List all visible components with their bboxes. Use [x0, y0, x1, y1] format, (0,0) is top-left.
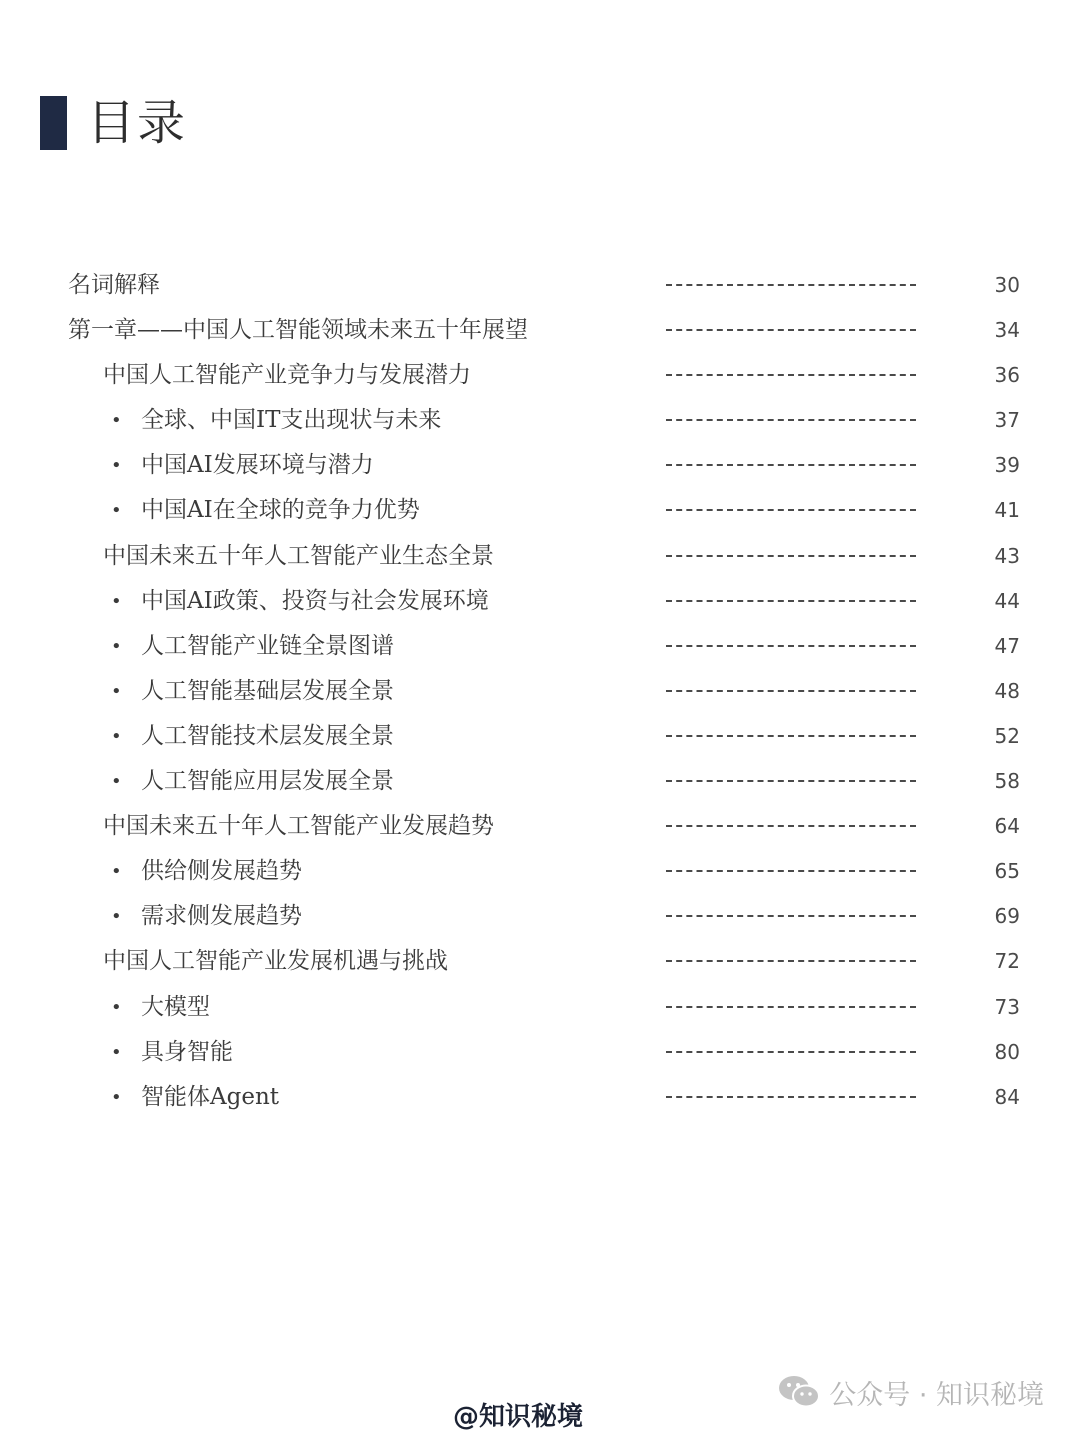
toc-entry-label: 中国AI发展环境与潜力: [141, 452, 374, 479]
toc-entry-label: 人工智能技术层发展全景: [141, 722, 394, 749]
toc-entry-page-number: 36: [994, 363, 1020, 388]
toc-entry[interactable]: [0, 579, 1080, 624]
toc-entry-label: 人工智能基础层发展全景: [141, 677, 394, 704]
toc-entry-label: 中国人工智能产业竞争力与发展潜力: [103, 362, 471, 389]
toc-entry-label: 大模型: [141, 993, 210, 1020]
toc-entry[interactable]: [0, 894, 1080, 939]
toc-entry-label: 第一章——中国人工智能领域未来五十年展望: [68, 317, 528, 344]
title-accent-bar: [40, 96, 67, 150]
toc-entry[interactable]: [0, 985, 1080, 1030]
table-of-contents: [0, 263, 1080, 1120]
toc-entry[interactable]: [0, 263, 1080, 308]
toc-entry[interactable]: [0, 714, 1080, 759]
toc-entry-page-number: 43: [994, 543, 1020, 568]
toc-entry[interactable]: [0, 353, 1080, 398]
toc-entry-page-number: 48: [994, 678, 1020, 703]
toc-entry[interactable]: [0, 939, 1080, 984]
author-handle: @知识秘境: [452, 1402, 583, 1432]
bullet-icon: •: [111, 861, 122, 883]
toc-entry[interactable]: [0, 849, 1080, 894]
dotted-leader: [666, 464, 916, 466]
bullet-icon: •: [111, 1086, 122, 1108]
toc-entry-label: 人工智能产业链全景图谱: [141, 632, 394, 659]
dotted-leader: [666, 419, 916, 421]
dotted-leader: [666, 600, 916, 602]
toc-entry-label: 中国未来五十年人工智能产业发展趋势: [103, 813, 494, 840]
toc-entry-page-number: 72: [994, 949, 1020, 974]
toc-entry[interactable]: [0, 398, 1080, 443]
dotted-leader: [666, 1096, 916, 1098]
toc-entry[interactable]: [0, 308, 1080, 353]
toc-entry[interactable]: [0, 669, 1080, 714]
toc-entry[interactable]: [0, 443, 1080, 488]
dotted-leader: [666, 555, 916, 557]
toc-entry-page-number: 37: [994, 408, 1020, 433]
toc-entry-page-number: 84: [994, 1084, 1020, 1109]
toc-entry[interactable]: [0, 804, 1080, 849]
bullet-icon: •: [111, 455, 122, 477]
bullet-icon: •: [111, 1041, 122, 1063]
bullet-icon: •: [111, 996, 122, 1018]
toc-entry[interactable]: [0, 759, 1080, 804]
toc-entry-label: 名词解释: [68, 272, 160, 298]
toc-entry-page-number: 39: [994, 453, 1020, 478]
dotted-leader: [666, 735, 916, 737]
bullet-icon: •: [111, 906, 122, 928]
dotted-leader: [666, 284, 916, 286]
toc-entry-label: 中国人工智能产业发展机遇与挑战: [103, 948, 448, 975]
bullet-icon: •: [111, 500, 122, 522]
toc-entry-page-number: 64: [994, 814, 1020, 839]
toc-title-block: [40, 95, 187, 151]
toc-entry-page-number: 80: [994, 1039, 1020, 1064]
official-account-text: 公众号 · 知识秘境: [829, 1379, 1044, 1411]
toc-entry[interactable]: [0, 1075, 1080, 1120]
bullet-icon: •: [111, 590, 122, 612]
dotted-leader: [666, 645, 916, 647]
toc-entry[interactable]: [0, 488, 1080, 533]
toc-entry-page-number: 30: [994, 273, 1020, 297]
toc-entry-label: 全球、中国IT支出现状与未来: [141, 407, 442, 434]
toc-entry-label: 人工智能应用层发展全景: [141, 768, 394, 795]
dotted-leader: [666, 329, 916, 331]
toc-entry-label: 中国未来五十年人工智能产业生态全景: [103, 542, 494, 569]
toc-entry-label: 需求侧发展趋势: [141, 903, 302, 930]
toc-entry-page-number: 47: [994, 633, 1020, 658]
dotted-leader: [666, 870, 916, 872]
bullet-icon: •: [111, 771, 122, 793]
toc-entry-label: 中国AI在全球的竞争力优势: [141, 497, 420, 524]
toc-entry[interactable]: [0, 534, 1080, 579]
dotted-leader: [666, 780, 916, 782]
toc-entry-page-number: 69: [994, 904, 1020, 929]
toc-entry-label: 中国AI政策、投资与社会发展环境: [141, 587, 489, 614]
dotted-leader: [666, 915, 916, 917]
bullet-icon: •: [111, 725, 122, 747]
toc-entry-page-number: 34: [994, 318, 1020, 343]
dotted-leader: [666, 374, 916, 376]
toc-entry-page-number: 44: [994, 588, 1020, 613]
bullet-icon: •: [111, 410, 122, 432]
toc-entry-page-number: 65: [994, 859, 1020, 884]
toc-entry-page-number: 73: [994, 994, 1020, 1019]
dotted-leader: [666, 690, 916, 692]
toc-entry-page-number: 41: [994, 498, 1020, 523]
toc-entry[interactable]: [0, 624, 1080, 669]
dotted-leader: [666, 1006, 916, 1008]
toc-entry-page-number: 52: [994, 723, 1020, 748]
toc-entry-label: 智能体Agent: [141, 1083, 279, 1110]
toc-entry-page-number: 58: [994, 769, 1020, 794]
toc-entry-label: 具身智能: [141, 1038, 233, 1065]
page-title: 目录: [87, 95, 188, 151]
dotted-leader: [666, 825, 916, 827]
bullet-icon: •: [111, 635, 122, 657]
dotted-leader: [666, 509, 916, 511]
dotted-leader: [666, 1051, 916, 1053]
toc-entry-label: 供给侧发展趋势: [141, 858, 302, 885]
toc-entry[interactable]: [0, 1030, 1080, 1075]
bullet-icon: •: [111, 680, 122, 702]
dotted-leader: [666, 960, 916, 962]
